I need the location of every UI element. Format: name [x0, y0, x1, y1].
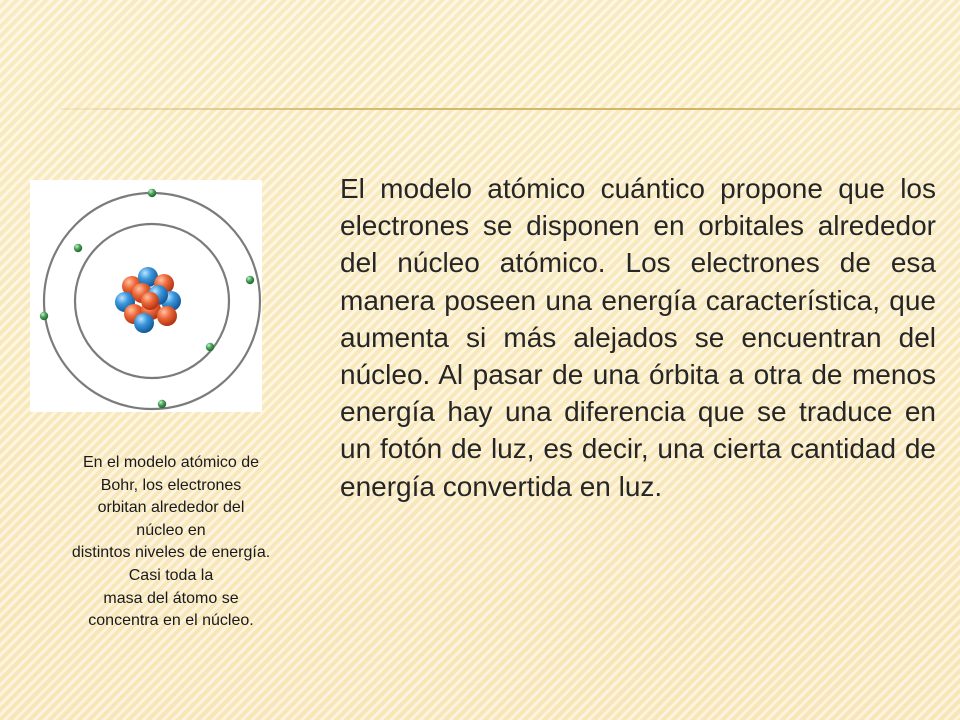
top-divider	[60, 108, 960, 110]
electron	[158, 400, 166, 408]
caption-line: distintos niveles de energía.	[71, 544, 271, 562]
caption-line: masa del átomo se	[103, 589, 239, 607]
body-paragraph: El modelo atómico cuántico propone que los electrones se disponen en orbitales alrededor del núcleo atómico. Los electrones de esa manera poseen una energía característica, que aumenta si más alejados se encuentran del núcleo. Al pasar de una órbita a otra de menos energía hay una diferencia que se traduce en un fotón de luz, es decir, una cierta cantidad de energía convertida en luz.	[340, 173, 936, 502]
caption-line: Bohr, los electrones	[100, 476, 242, 494]
atom-model-image	[30, 180, 262, 412]
electron	[74, 244, 82, 252]
electron	[148, 189, 156, 197]
electron	[246, 276, 254, 284]
caption-line: En el modelo atómico de	[82, 454, 260, 471]
bohr-atom-icon	[30, 180, 262, 412]
electron	[206, 343, 214, 351]
electron	[40, 312, 48, 320]
nucleus	[115, 267, 181, 333]
caption-line: núcleo en	[136, 521, 206, 539]
caption-line: orbitan alrededor del	[97, 499, 245, 517]
caption-line: Casi toda la	[128, 566, 214, 584]
image-caption	[38, 452, 304, 633]
caption-line: concentra en el núcleo.	[88, 612, 254, 630]
